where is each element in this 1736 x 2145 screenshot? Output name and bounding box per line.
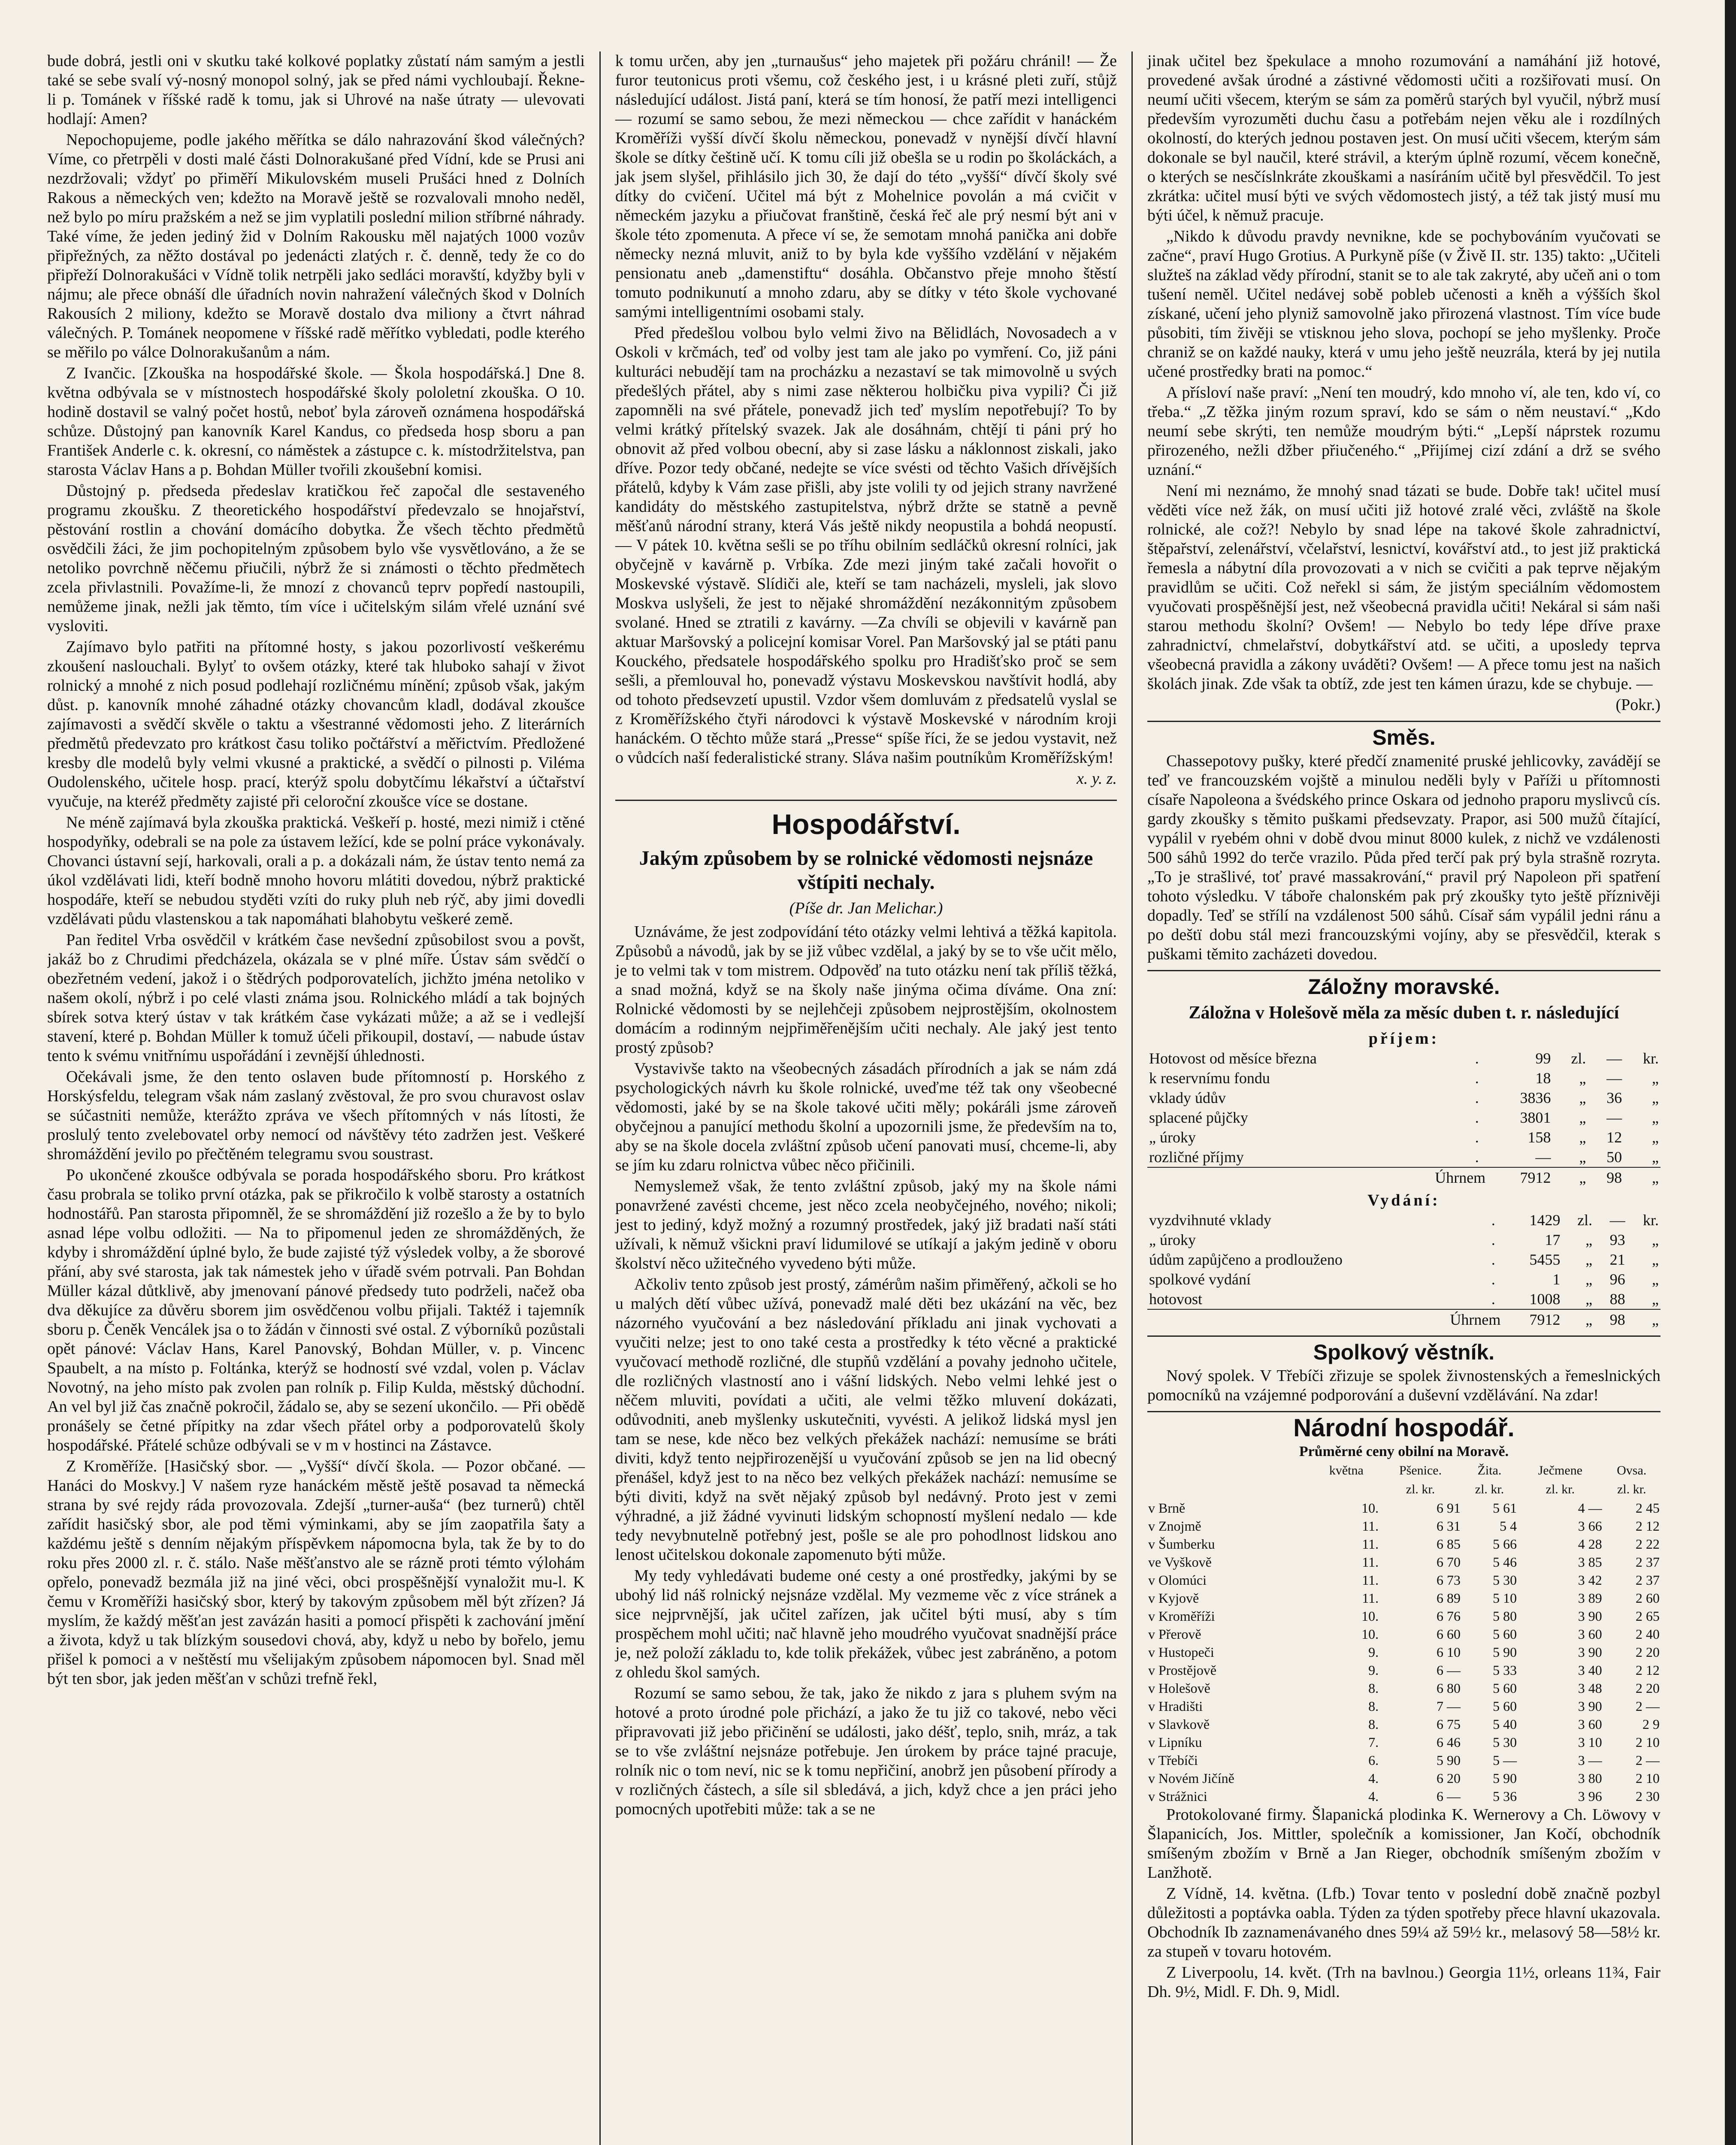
- table-cell: —: [1606, 1069, 1622, 1087]
- table-cell: 6.: [1368, 1752, 1379, 1768]
- signature: x. y. z.: [1077, 770, 1117, 788]
- table-cell: „: [1585, 1271, 1593, 1288]
- table-cell: v Holešově: [1148, 1680, 1210, 1696]
- table-row: [1147, 1553, 1660, 1571]
- table-cell: 4 —: [1578, 1500, 1602, 1516]
- column-header: [1147, 1461, 1313, 1480]
- table-cell: v Novém Jičíně: [1148, 1770, 1234, 1786]
- paragraph: jinak učitel bez špekulace a mnoho rozumování a namáhání již hotové, provedené avšak úrodné a zástivné vědomosti učiti a rozšiřovati musí. On neumí učiti všecem, kterým se sám za poměrů starých byl vyučil, nýbrž musí především vyrozuměti duchu času a potřebám nejen věku ale i rozdílných okolností, do kterých jednou postaven jest. On musí učiti všecem, kterým sám dokonale se byl naučil, které strávil, a kterým úplně rozumí, věcem konečně, o kterých se nesčíslnkráte zkouškami a nasíráním učitě byl přesvědčil. To jest zkrátka: učitel musí býti ve svých vědomostech jistý, a též tak jistý musí mu býti účel, k němuž pracuje.: [1147, 52, 1660, 224]
- grain-price-table: [1147, 1461, 1660, 1805]
- table-cell: 6 91: [1436, 1500, 1461, 1516]
- table-cell: 7912: [1502, 1309, 1562, 1329]
- table-cell: 6 89: [1436, 1590, 1461, 1606]
- section-title: Národní hospodář.: [1293, 1414, 1515, 1442]
- table-cell: 5 —: [1493, 1752, 1517, 1768]
- section-subtitle: Záložna v Holešově měla za měsíc duben t. r. následující: [1189, 1003, 1619, 1023]
- table-cell: 21: [1609, 1251, 1625, 1268]
- table-cell: „ úroky: [1149, 1231, 1196, 1248]
- table-cell: 3 —: [1578, 1752, 1602, 1768]
- table-cell: 12: [1606, 1129, 1622, 1146]
- paragraph: Protokolované firmy. Šlapanická plodinka K. Wernerovy a Ch. Löwovy v Šlapanicích, Jos. Mittler, společník a komissioner, Jan Kočí, obchodník smíšeným zbožím v Brně a Jan Rieger, obchodník smíšeným zbožím v Lanžhotě.: [1147, 1806, 1660, 1882]
- table-cell: 99: [1535, 1050, 1551, 1067]
- table-cell: 5 60: [1493, 1626, 1517, 1642]
- table-cell: 1429: [1529, 1211, 1561, 1229]
- table-cell: údům zapůjčeno a prodlouženo: [1149, 1251, 1343, 1268]
- table-header-row: [1147, 1461, 1660, 1480]
- table-cell: k reservnímu fondu: [1149, 1069, 1270, 1087]
- table-cell: ve Vyškově: [1148, 1554, 1212, 1570]
- table-cell: 10.: [1361, 1608, 1379, 1624]
- table-cell: v Lipníku: [1148, 1734, 1202, 1750]
- table-cell: vyzdvihnuté vklady: [1149, 1211, 1271, 1229]
- table-cell: .: [1475, 1069, 1479, 1087]
- table-cell: Úhrnem: [1147, 1309, 1502, 1329]
- expense-table: [1147, 1210, 1660, 1329]
- table-cell: splacené půjčky: [1149, 1109, 1248, 1126]
- table-cell: .: [1491, 1290, 1495, 1308]
- table-cell: .: [1491, 1251, 1495, 1268]
- paragraph: Z Vídně, 14. května. (Lfb.) Tovar tento v poslední době značně pozbyl důležitosti a poptávka oabla. Týden za týden spotřeby přece hlavní ukazovala. Obchodník Ib zaznamenávaného dnes 59¼ až 59½ kr., melasový 58—58½ kr. za stupeň v tovaru hotovém.: [1147, 1885, 1660, 1961]
- column-2: [601, 51, 1133, 2145]
- table-row: [1147, 1625, 1660, 1643]
- table-cell: 10.: [1361, 1500, 1379, 1516]
- column-header: [1147, 1480, 1313, 1499]
- table-cell: 10.: [1361, 1626, 1379, 1642]
- table-cell: Úhrnem: [1147, 1167, 1487, 1187]
- table-cell: „: [1652, 1109, 1659, 1126]
- table-cell: spolkové vydání: [1149, 1271, 1251, 1288]
- table-cell: 50: [1606, 1148, 1622, 1166]
- paragraph: Očekávali jsme, že den tento oslaven bude přítomností p. Horského z Horskýsfeldu, telegram však nám zaslaný zvěstoval, že pro svou churavost oslav se súčastniti nemůže, kterážto zpráva ve všech přítomných v nás lítosti, že proslulý tento zvelebovatel orby nemocí od návštěvy této zadržen jest. Veškeré shromáždění jevilo po přečtěném telegramu svou soustrast.: [47, 1068, 585, 1163]
- divider: [1147, 721, 1660, 722]
- table-cell: hotovost: [1149, 1290, 1203, 1308]
- paragraph: Důstojný p. předseda předeslav kratičkou řeč započal dle sestaveného programu zkoušku. Z theoretického hospodářství předevzalo se hnojařství, pěstování rostlin a chování domácího dobytka. Že všech těchto předmětů osvědčili žáci, že jim pochopitelným způsobem bylo vše vysvětlováno, a že se netoliko povrchně něčemu přiučili, nýbrž že si známosti o těchto předmětech zcela přivlastnili. Považíme-li, že mnozí z chovanců teprv popředí nastoupili, nemůžeme jinak, nežli jak těmto, tím více i učitelským silám vřelé uznání své vysloviti.: [47, 482, 585, 635]
- table-row: [1147, 1715, 1660, 1733]
- table-cell: „: [1579, 1129, 1586, 1146]
- table-cell: 11.: [1362, 1536, 1379, 1552]
- table-cell: 11.: [1362, 1554, 1379, 1570]
- table-cell: 11.: [1362, 1572, 1379, 1588]
- table-cell: v Kroměříži: [1148, 1608, 1215, 1624]
- table-cell: 3 90: [1578, 1698, 1602, 1714]
- table-cell: 5 90: [1493, 1644, 1517, 1660]
- divider: [1147, 1411, 1660, 1412]
- table-row: [1147, 1769, 1660, 1787]
- table-cell: 2 —: [1636, 1698, 1660, 1714]
- table-cell: 3 85: [1578, 1554, 1602, 1570]
- section-title: Směs.: [1372, 725, 1436, 749]
- table-cell: .: [1475, 1129, 1479, 1146]
- table-cell: 98: [1594, 1309, 1627, 1329]
- table-cell: „: [1652, 1251, 1659, 1268]
- table-cell: v Brně: [1148, 1500, 1186, 1516]
- table-row: [1147, 1607, 1660, 1625]
- paragraph: Ne méně zajímavá byla zkouška praktická. Veškeří p. hosté, mezi nimiž i ctěné hospodyňky, odebrali se na pole za ústavem ležící, kde se polní práce vykonávaly. Chovanci ústavní sejí, harkovali, orali a p. a dokázali nám, že ústav tento nemá za úkol vzdělávati lidi, kteří bodně mnoho hovoru mlátiti dovedou, nýbrž praktické hospodáře, kteří se nebudou styděti vzíti do ruky pluh neb rýč, aby jimi dovedli vzdělávati půdu vlastenskou a tak napomáhati blahobytu veškeré země.: [47, 813, 585, 928]
- paragraph: My tedy vyhledávati budeme oné cesty a oné prostředky, jakými by se ubohý lid náš rolnický nejsnáze vzdělal. My vezmeme věc z více stránek a sice nejprvnější, jak učitel zařízen, jak učitel býti musí, aby s tím prospěchem mohl učiti; nač hlavně jeho moudrého vyučovat snadnější práce je, než položí základu to, kde tolik překážek, vůbec jest zabráněno, a potom z ohledu škol samých.: [615, 1567, 1117, 1681]
- table-cell: v Hradišti: [1148, 1698, 1203, 1714]
- table-cell: 5 90: [1493, 1770, 1517, 1786]
- table-cell: 11.: [1362, 1590, 1379, 1606]
- table-row: [1147, 1289, 1660, 1309]
- table-cell: 6 —: [1436, 1662, 1461, 1678]
- table-cell: 5455: [1529, 1251, 1561, 1268]
- table-cell: 5 33: [1493, 1662, 1517, 1678]
- paragraph: Ačkoliv tento způsob jest prostý, zámérům našim přiměřený, ačkoli se ho u malých dětí vůbec užívá, ponevadž malé děti bez ukázání na věc, bez názorného vyučování a bez následování příkladu ani jinak vychovati a vyučiti nelze; jest to ono také cesta a prostředky k této věcné a praktické vyučovací methodě rozličné, dle stupňů vzdělání a povahy jednoho učitele, dle rozličných vlastností ano i vášní lidských. Nebo velmi lehké jest o něčem mluviti, povídati a učiti, ale velmi těžko mluvení dokázati, odůvodniti, aneb myšlenky uskutečniti, vyvésti. A jelikož lidská mysl jen tam se nese, kde něco bez velkých překážek nachází: nemusíme se bráti diviti, když tento nejpřirozenější u vyučování způsob se jen na lid obecný přenášel, když jest to na něco bez velkých překážek nachází: nemusíme se býti diviti, když na svět nějaký způsob byl nedávný. Proto jest v zemi výhradné, a již žádné vyvinuti lidským schopností myšlení nedalo — kde tedy nevybnutelně potřebný jest, pošle se ale pro pohodlnost lidskou ano lenost učitelskou dokonale zapomenuto býti může.: [615, 1275, 1117, 1564]
- column-header: Pšenice.: [1399, 1463, 1442, 1477]
- table-cell: 3836: [1520, 1089, 1551, 1106]
- table-cell: 3 60: [1578, 1716, 1602, 1732]
- table-row: [1147, 1068, 1660, 1088]
- paragraph: Nový spolek. V Třebíči zřizuje se spolek živnostenských a řemeslnických pomocníků na vzájemné podporování a duševní vzdělávání. Na zdar!: [1147, 1367, 1660, 1404]
- table-cell: 3 60: [1578, 1626, 1602, 1642]
- table-cell: 2 9: [1642, 1716, 1660, 1732]
- table-cell: v Třebíči: [1148, 1752, 1198, 1768]
- signature: (Pokr.): [1615, 696, 1660, 714]
- table-row: [1147, 1643, 1660, 1661]
- page-edge: [1725, 0, 1736, 2145]
- table-cell: 3 90: [1578, 1644, 1602, 1660]
- table-row: [1147, 1499, 1660, 1517]
- table-cell: 2 10: [1636, 1770, 1660, 1786]
- column-header: zl. kr.: [1617, 1482, 1646, 1496]
- table-cell: vklady údův: [1149, 1089, 1226, 1106]
- column-header: [1313, 1480, 1379, 1499]
- paragraph: Chassepotovy pušky, které předčí znamenité pruské jehlicovky, zavádějí se teď ve francouzském vojště a minulou neděli byly v Paříži u přítomnosti císaře Napoleona a švédského prince Oskara od jednoho praporu myslivců cís. gardy zkoušky s těmito puškami předsevzaty. Prapor, asi 500 mužů čítající, vypálil v ryebém ohni v době dvou minut 8000 kulek, z nichž ve vzdálenosti 500 sáhů 1992 do terče vrazilo. Půda před terčí pak prý byla strašně rozryta. „To je strašlivé, toť pravé massakrování,“ pravil prý Napoleon při spatření tohoto výsledku. V táboře chalonském pak prý zkoušky tyto ještě příznivěji dopadly. Teď se střílí na vzdálenost 500 sáhů. Císař sám vypálil jedni ránu a po deštï dobu stál mezi francouzskými vojíny, aby se přesvědčil, kterak s puškami těmito zacházeti dovedou.: [1147, 752, 1660, 963]
- table-cell: 2 37: [1636, 1572, 1660, 1588]
- table-row: [1147, 1535, 1660, 1553]
- table-cell: „: [1652, 1148, 1659, 1166]
- table-row: [1147, 1571, 1660, 1589]
- income-label: příjem:: [1368, 1030, 1440, 1048]
- table-cell: 3 40: [1578, 1662, 1602, 1678]
- table-cell: 8.: [1368, 1680, 1379, 1696]
- table-cell: 5 36: [1493, 1789, 1517, 1804]
- table-row: [1147, 1697, 1660, 1715]
- table-cell: 2 20: [1636, 1644, 1660, 1660]
- table-cell: „: [1652, 1231, 1659, 1248]
- table-cell: 5 30: [1493, 1734, 1517, 1750]
- table-cell: 18: [1535, 1069, 1551, 1087]
- byline: (Píše dr. Jan Melichar.): [789, 899, 943, 917]
- column-header: Ječmene: [1538, 1463, 1583, 1477]
- table-cell: .: [1475, 1148, 1479, 1166]
- table-cell: kr.: [1642, 1211, 1659, 1229]
- table-cell: 9.: [1368, 1662, 1379, 1678]
- table-cell: v Strážnici: [1148, 1789, 1207, 1804]
- table-cell: 96: [1609, 1271, 1625, 1288]
- table-row: [1147, 1787, 1660, 1805]
- table-cell: 8.: [1368, 1716, 1379, 1732]
- table-cell: „: [1652, 1290, 1659, 1308]
- table-cell: 158: [1527, 1129, 1551, 1146]
- table-total-row: [1147, 1167, 1660, 1187]
- article-title: Jakým způsobem by se rolnické vědomosti nejsnáze vštípiti nechaly.: [639, 847, 1093, 894]
- table-cell: 6 60: [1436, 1626, 1461, 1642]
- table-cell: 5 30: [1493, 1572, 1517, 1588]
- table-cell: v Šumberku: [1148, 1536, 1215, 1552]
- table-cell: 2 —: [1636, 1752, 1660, 1768]
- section-subtitle: Průměrné ceny obilní na Moravě.: [1299, 1444, 1509, 1459]
- section-title: Spolkový věstník.: [1313, 1340, 1495, 1364]
- table-cell: 6 75: [1436, 1716, 1461, 1732]
- table-cell: 2 37: [1636, 1554, 1660, 1570]
- column-header: Žita.: [1477, 1463, 1502, 1477]
- table-cell: 4.: [1368, 1789, 1379, 1804]
- table-row: [1147, 1127, 1660, 1147]
- table-cell: v Znojmě: [1148, 1518, 1201, 1534]
- table-cell: 6 —: [1436, 1789, 1461, 1804]
- table-cell: .: [1475, 1109, 1479, 1126]
- table-cell: 1: [1552, 1271, 1561, 1288]
- paragraph: Z Liverpoolu, 14. květ. (Trh na bavlnou.) Georgia 11½, orleans 11¾, Fair Dh. 9½, Midl. F. Dh. 9, Midl.: [1147, 1964, 1660, 2001]
- table-cell: 5 60: [1493, 1698, 1517, 1714]
- paragraph: bude dobrá, jestli oni v skutku také kolkové poplatky zůstatí nám samým a jestli také se sebe svalí vý-nosný monopol solný, jak se před námi vychloubají. Řekne-li p. Tománek v říšské radě k tomu, jak si Uhrové na naše útraty — ulevovati hodlají: Amen?: [47, 52, 585, 128]
- table-row: [1147, 1230, 1660, 1250]
- table-row: [1147, 1048, 1660, 1068]
- table-cell: 7.: [1368, 1734, 1379, 1750]
- table-cell: 3 10: [1578, 1734, 1602, 1750]
- table-cell: 2 12: [1636, 1662, 1660, 1678]
- page-body: [47, 51, 1660, 2145]
- table-cell: 2 60: [1636, 1590, 1660, 1606]
- table-cell: .: [1475, 1089, 1479, 1106]
- table-cell: 17: [1545, 1231, 1561, 1248]
- paragraph: Z Ivančic. [Zkouška na hospodářské škole. — Škola hospodářská.] Dne 8. května odbývala se v místnostech hospodářské školy pololetní zkouška. O 10. hodině dostavil se valný počet hostů, neboť byla zároveň oznámena hospodářská schůze. Důstojný pan kanovník Karel Kandus, co předseda hosp sboru a pan František Anderle c. k. okresní, co náměstek a zástupce c. k. místodržitelstva, pan starosta Václav Hans a p. Bohdan Müller tvořili zkoušební komisi.: [47, 364, 585, 479]
- table-cell: 5 46: [1493, 1554, 1517, 1570]
- section-title: Hospodářství.: [615, 800, 1117, 841]
- table-row: [1147, 1108, 1660, 1127]
- table-cell: 3 90: [1578, 1608, 1602, 1624]
- column-header: zl. kr.: [1545, 1482, 1575, 1496]
- section-title: Záložny moravské.: [1308, 975, 1500, 999]
- table-cell: 6 73: [1436, 1572, 1461, 1588]
- column-3: [1133, 51, 1660, 2145]
- table-cell: 2 10: [1636, 1734, 1660, 1750]
- table-cell: 7912: [1487, 1167, 1552, 1187]
- divider: [1147, 1335, 1660, 1337]
- column-header: zl. kr.: [1406, 1482, 1435, 1496]
- table-header-row: [1147, 1480, 1660, 1499]
- table-row: [1147, 1733, 1660, 1751]
- table-row: [1147, 1679, 1660, 1697]
- income-table: [1147, 1048, 1660, 1187]
- table-cell: 6 46: [1436, 1734, 1461, 1750]
- table-cell: „: [1579, 1109, 1586, 1126]
- table-cell: —: [1535, 1148, 1551, 1166]
- table-row: [1147, 1147, 1660, 1167]
- table-cell: „: [1652, 1069, 1659, 1087]
- table-cell: „: [1652, 1271, 1659, 1288]
- divider: [1147, 970, 1660, 971]
- paragraph: Nemyslemež však, že tento zvláštní způsob, jaký my na škole námi ponavržené zavésti chceme, jest něco zcela neobyčejného, nového; nikoli; jest to jediný, když možný a rozumný prostředek, jaký již bradati naší státi užívali, k němuž všickni praví lidumilové se utíkají a jakým jedině v oboru školství něco užitečného vyvedeno býti může.: [615, 1177, 1117, 1272]
- column-header: května: [1329, 1463, 1364, 1477]
- table-cell: 5 40: [1493, 1716, 1517, 1732]
- table-cell: —: [1606, 1050, 1622, 1067]
- table-cell: —: [1609, 1211, 1625, 1229]
- table-cell: „: [1585, 1251, 1593, 1268]
- paragraph: Před předešlou volbou bylo velmi živo na Bělidlách, Novosadech a v Oskoli v krčmách, teď od volby jest tam ale jako po vymření. Co, již páni kulturáci nebudějí tam na procházku a nezastaví se tak mimovolně u svých předešlých přátel, aby s nimi zase některou holbičku piva vypili? Či již zapomněli na své přátele, ponevadž jich teď myslím nepotřebují? To by velmi krátký přítelský svazek. Jak ale dosáhnám, chtějí ti páni prý ho obnovit až před volbou obecní, aby si zase lásku a náklonnost ziskali, jako dříve. Pozor tedy občané, nedejte se více svésti od těchto Vašich dřívějších přátelů, kdyby k Vám zase přišli, aby jste volili ty od jejich strany navržené kandidáty do městského zastupitelstva, nýbrž držte se statně a pevně měšťanů národní strany, která Vás ještě nikdy neopustila a bohdá neopustí. — V pátek 10. května sešli se po tříhu obilním sedláčků okresní rolníci, jak obyčejně v kavárně p. Vrbíka. Zde mezi jiným také začali hovořit o Moskevské výstavě. Slídiči ale, kteří se tam nacházeli, mysleli, jak slovo Moskva uslyšeli, že jest to nějaké shromáždění nezákonnitým způsobem svolané. Hned se ztratili z kavárny. —Za chvíli se objevili v kavárně pan aktuar Maršovský a policejní komisar Vorel. Pan Maršovský jal se ptáti panu Kouckého, předsatele hospodářského spolku pro Hradišťsko proč se sem sešli, a přemlouval ho, ponevadž výstavu Moskevskou navštívit hodlá, aby od tohoto předsevzetí upustil. Vzdor všem domluvám z předsatelů vyslal se z Kroměřížského čtyři národovci k výstavě Moskevské v národním kroji hanáckém. O těchto může stará „Presse“ spíše říci, že se jedou vystavit, než o vůdcích naší federalistické strany. Sláva našim poutníkům Kroměřížským!: [615, 324, 1117, 767]
- table-cell: 88: [1609, 1290, 1625, 1308]
- table-cell: 3 89: [1578, 1590, 1602, 1606]
- paragraph: Zajímavo bylo patřiti na přítomné hosty, s jakou pozorlivostí veškerému zkoušení naslouchali. Bylyť to ovšem otázky, které tak hluboko sahají v život rolnický a mnohé z nich posud podlehají rozličnému mínění; způsob však, jakým důst. p. kanovník mnohé záhadné otázky chovancům kladl, dodával zkoušce zajímavosti a svědčí skvěle o taktu a všestranné vědomosti jeho. Z literárních předmětů předevzato pro krátkost času toliko počtářství a měřictvím. Předložené kresby dle modelů byly velmi vkusné a praktické, a svědčí o pilnosti p. Viléma Oudolenského, učitele hosp. prací, kterýž spolu dobytčímu lékařství a účtařství vyučuje, na kteréž předměty zajisté při celoroční zkoušce více se dostane.: [47, 638, 585, 810]
- table-cell: 5 61: [1493, 1500, 1517, 1516]
- table-cell: 8.: [1368, 1698, 1379, 1714]
- table-cell: 6 85: [1436, 1536, 1461, 1552]
- table-cell: 5 90: [1436, 1752, 1461, 1768]
- table-cell: 1008: [1529, 1290, 1561, 1308]
- paragraph: k tomu určen, aby jen „turnaušus“ jeho majetek při požáru chránil! — Že furor teutonicus proti všemu, což českého jest, i u krásné pleti zuří, stůjž následující událost. Jistá paní, která se tím honosí, že patří mezi intelligenci — rozumí se samo sebou, že mezi německou — chce zařídit v hanáckém Kroměříži vyšší dívčí školu německou, ponevadž v nynější dívčí hlavní škole se dítky češtině učí. K tomu cíli již obešla se u rodin po školáckách, a jak jsem slyšel, přihlásilo jich 30, že dají do této „vyšší“ dívčí školy své dítky do cvičení. Učitel má být z Mohelnice povolán a má cvičit v německém jazyku a přiučovat franštině, česká řeč ale prý nesmí být ani v škole této zpomenuta. A přece ví se, že semotam mnohá panička ani dobře německy nezná mluvit, aniž to by byla kde vyššího vzdělání v nějakém pensionatu aneb „damenstiftu“ dosáhla. Občanstvo přeje mnoho štěstí tomuto podnikunutí a mnoho zdaru, aby se dítky v této škole vychované samými intelligentními osobami staly.: [615, 52, 1117, 321]
- paragraph: Uznáváme, že jest zodpovídání této otázky velmi lehtivá a těžká kapitola. Způsobů a návodů, jak by se již vůbec vzdělal, a jaký by se to vše učit mělo, je to velmi tak v tom mistrem. Odpověď na tuto otázku není tak příliš těžká, a snad možná, když se na školy naše jinýma očima díváme. Ona zní: Rolnické vědomosti by se nejlehčeji způsobem nejprostějším, okolnostem domácím a rodinným nejpřiměřenějším učiti nechaly. Ale jaký jest tento prostý způsob?: [615, 923, 1117, 1057]
- paragraph: Nepochopujeme, podle jakého měřítka se dálo nahrazování škod válečných? Víme, co přetrpěli v dosti malé části Dolnorakušané před Vídní, kde se Prusi ani nezdržovali; vždyť po přiměří Mikulovském museli Prušáci hned z Dolních Rakous a německých ven; kdežto na Moravě ještě se rozvalovali mnoho neděl, než bylo po míru pražském a než se jim vyplatili poslední milion stříbrné náhrady. Také víme, že jeden jediný žid v Dolním Rakousku měl najatých 1000 vozův připřežných, za něžto dostával po jedenácti zlatých r. č. denně, tedy že co do připřeží Dolnorakušáci v Vídně tolik netrpěli jako sedláci moravští, kdyžby byli v nájmu; ale přece obnáší dle úřadních novin nahražení válečných škod v Dolních Rakousích 2 miliony, kdežto se Moravě dostalo dva miliony a čtvrt náhrad válečných. P. Tománek neopomene v říšské radě měřítko vybledati, podle kterého se měřilo po válce Dolnorakušanům a nám.: [47, 131, 585, 361]
- table-row: [1147, 1589, 1660, 1607]
- table-cell: 5 66: [1493, 1536, 1517, 1552]
- table-row: [1147, 1517, 1660, 1535]
- table-cell: „: [1624, 1167, 1660, 1187]
- table-cell: 3 42: [1578, 1572, 1602, 1588]
- table-cell: „: [1652, 1129, 1659, 1146]
- table-cell: 3 96: [1578, 1789, 1602, 1804]
- table-cell: „: [1585, 1231, 1593, 1248]
- table-row: [1147, 1210, 1660, 1230]
- table-row: [1147, 1661, 1660, 1679]
- table-cell: 11.: [1362, 1518, 1379, 1534]
- table-cell: rozličné příjmy: [1149, 1148, 1244, 1166]
- table-cell: 6 76: [1436, 1608, 1461, 1624]
- table-cell: Hotovost od měsíce března: [1149, 1050, 1317, 1067]
- table-cell: .: [1491, 1211, 1495, 1229]
- table-cell: „: [1579, 1148, 1586, 1166]
- table-cell: 3801: [1520, 1109, 1551, 1126]
- table-cell: 2 12: [1636, 1518, 1660, 1534]
- table-cell: 5 10: [1493, 1590, 1517, 1606]
- table-cell: 2 40: [1636, 1626, 1660, 1642]
- table-cell: v Přerově: [1148, 1626, 1201, 1642]
- table-cell: 4.: [1368, 1770, 1379, 1786]
- expense-label: Vydání:: [1367, 1191, 1440, 1209]
- table-cell: 4 28: [1578, 1536, 1602, 1552]
- table-row: [1147, 1751, 1660, 1769]
- table-cell: v Olomúci: [1148, 1572, 1207, 1588]
- table-cell: 2 30: [1636, 1789, 1660, 1804]
- table-cell: 6 10: [1436, 1644, 1461, 1660]
- table-cell: 2 65: [1636, 1608, 1660, 1624]
- table-cell: 7 —: [1436, 1698, 1461, 1714]
- table-row: [1147, 1250, 1660, 1269]
- table-cell: „: [1562, 1309, 1594, 1329]
- table-cell: „: [1579, 1089, 1586, 1106]
- table-cell: 93: [1609, 1231, 1625, 1248]
- paragraph: Vystavivše takto na všeobecných zásadách přírodních a jak se nám zdá psychologických návrh ku škole rolnické, uveďme též tak ony všeobecné vědomosti, jaké by se na škole takové učiti měly; pokáráli jsme zároveň obyčejnou a panující methodu školní a upozornili jsme, že především na to, aby se na škole docela zvláštní způsob učení panovati musí, chceme-li, aby se jím ku zdaru rolnictva vůbec něco přičinili.: [615, 1060, 1117, 1174]
- paragraph: Pan ředitel Vrba osvědčil v krátkém čase nevšední způsobilost svou a povšt, jakáž bo z Chrudimi předcházela, okázala se v plné míře. Ústav sám svědčí o obezřetném vedení, jakož i o štědrých podporovatelích, jichžto jména netoliko v našem okolí, nýbrž i po celé vlasti známa jsou. Rolnického mládí a tak bojných sbírek sotva který ústav v tak krátkém čase vykázati může; a až se i vedlejší stavení, které p. Bohdan Müller k tomuž účeli přikoupil, dostaví, — nabude ústav tento k svému vnitřnímu uspořádání i zevnější úhlednosti.: [47, 931, 585, 1065]
- table-cell: 98: [1588, 1167, 1624, 1187]
- table-cell: „: [1652, 1089, 1659, 1106]
- table-cell: 3 80: [1578, 1770, 1602, 1786]
- table-cell: v Slavkově: [1148, 1716, 1210, 1732]
- table-cell: „: [1627, 1309, 1660, 1329]
- table-cell: 36: [1606, 1089, 1622, 1106]
- table-cell: v Prostějově: [1148, 1662, 1217, 1678]
- table-cell: 5 80: [1493, 1608, 1517, 1624]
- table-cell: v Hustopeči: [1148, 1644, 1214, 1660]
- table-cell: 2 22: [1636, 1536, 1660, 1552]
- table-cell: „: [1585, 1290, 1593, 1308]
- table-cell: zl.: [1577, 1211, 1593, 1229]
- table-row: [1147, 1088, 1660, 1108]
- table-cell: 5 4: [1500, 1518, 1517, 1534]
- paragraph: A přísloví naše praví: „Není ten moudrý, kdo mnoho ví, ale ten, kdo ví, co třeba.“ „Z těžka jiným rozum spraví, kdo se sám o něm neustaví.“ „Kdo neumí sebe skrýti, ten nemůže moudrým býti.“ „Lepší náprstek rozumu přirozeného, nežli džber přiučeného.“ „Přijímej cizí zdání a drž se svého uznání.“: [1147, 384, 1660, 479]
- table-cell: .: [1475, 1050, 1479, 1067]
- table-cell: 3 48: [1578, 1680, 1602, 1696]
- paragraph: „Nikdo k důvodu pravdy nevnikne, kde se pochybováním vyučovati se začne“, praví Hugo Grotius. A Purkyně píše (v Živě II. str. 135) takto: „Učiteli služteš na základ vědy přírodní, stanit se to ale tak zakryté, aby učeň ani o tom tušení neměl. Učitel nedávej sobě pobleb učenosti a kněh a výšších škol získané, učení jeho plyniž samovolně jako přirozená vlastnost. Tím více bude působiti, tím živěji se vtisknou jeho slova, pochopí se jeho myšlenky. Proče chraniž se on každé nauky, která v umu jeho ještě neuzrála, která by jej nutila učené prostředky brati na pomoc.“: [1147, 227, 1660, 381]
- table-cell: 2 45: [1636, 1500, 1660, 1516]
- column-header: Ovsa.: [1617, 1463, 1647, 1477]
- table-cell: —: [1606, 1109, 1622, 1126]
- table-cell: .: [1491, 1271, 1495, 1288]
- paragraph: Rozumí se samo sebou, že tak, jako že nikdo z jara s pluhem svým na hotové a proto úrodné pole přichází, a jako že tu již co takové, nebo věci připravovati již jebo přičinění se události, jako déšť, teplo, snih, mráz, a tak se to vše zvláštní nejsnáze potřebuje. Jen úrokem by práce tajné pracuje, rolník nic o tom neví, nic se k tomu nepřičiní, anobrž jen působení přírody a v rozličných částech, a síle sil sbledává, a jich, když chce a jen práci jeho pomocných upotřebiti může: tak a se ne: [615, 1684, 1117, 1818]
- table-cell: v Kyjově: [1148, 1590, 1199, 1606]
- table-cell: 9.: [1368, 1644, 1379, 1660]
- table-cell: „: [1553, 1167, 1588, 1187]
- paragraph: Z Kroměříže. [Hasičský sbor. — „Vyšší“ dívčí škola. — Pozor občané. — Hanáci do Moskvy.] V našem ryze hanáckém městě ještě posavad ta německá strana by své rejdy ráda provozovala. Zdejší „turner-auša“ (bez turnerů) chtěl zařídit hasičský sbor, ale pod těmi výminkami, aby se jím zaopatřila šaty a každému ještě s denním nějakým příspěvkem nápomocna byla, tak že by to do roku přes 2000 zl. r. č. stálo. Naše měšťanstvo ale se rázně proti témto výlohám opřelo, ponevadž bezmála již na jiné věci, obci prospěšnější vynaložit mu-l. K čemu v Kroměříži hasičský sbor, který by takovým způsobem měl být zřízen? Já myslím, že každý měšťan jest zavázán hasiti a pomocí přispěti k zachování jmění a života, když u tak blízkým sousedovi chová, aby, když u nebo by bořelo, jemu přišel k pomoci a v neštěstí mu všelijakým způsobem nápomocen byl. Snad měl být ten sbor, jak jeden měšťan v schůzi trefně řekl,: [47, 1457, 585, 1688]
- table-cell: „ úroky: [1149, 1129, 1196, 1146]
- column-header: zl. kr.: [1475, 1482, 1504, 1496]
- table-cell: 6 80: [1436, 1680, 1461, 1696]
- table-cell: 6 20: [1436, 1770, 1461, 1786]
- table-cell: „: [1579, 1069, 1586, 1087]
- table-cell: 3 66: [1578, 1518, 1602, 1534]
- table-cell: 5 60: [1493, 1680, 1517, 1696]
- table-row: [1147, 1269, 1660, 1289]
- table-total-row: [1147, 1309, 1660, 1329]
- paragraph: Není mi neznámo, že mnohý snad tázati se bude. Dobře tak! učitel musí věděti více než žák, on musí učiti již hotové zralé věci, zvláště na škole rolnické, ale což?! Nebylo by snad lépe na takové škole zahradnictví, štěpařství, zelenářství, včelařství, lesnictví, kovářství atd., to jest již praktická řemesla a nábytní díla provozovati a v nich se cvičiti a pak teprve nějakým pravidlům se učiti. Což neřekl si sám, že jistým speciálním vědomostem vyučovati prospěšnější jest, než všeobecná pravidla učiti! Nekáral si sám naši starou methodu školní? Ovšem! — Nebylo bo tedy lépe dříve praxe zahradnictví, chmelařství, dobytkářství atd. se učiti, a uposledy teprva všeobecná pravidla a zákony uváděti? Ovšem! — A přece tomu jest na našich školách jinak. Zde však ta obtíž, zde jest ten kámen úrazu, kde se chybuje. —: [1147, 482, 1660, 693]
- table-cell: 6 31: [1436, 1518, 1461, 1534]
- table-cell: kr.: [1642, 1050, 1659, 1067]
- column-1: [47, 51, 601, 2145]
- table-cell: .: [1491, 1231, 1495, 1248]
- paragraph: Po ukončené zkoušce odbývala se porada hospodářského sboru. Pro krátkost času probrala se toliko první otázka, pak se přikročilo k volbě starosty a ostatních hodnostářů. Pan starosta připomněl, že se shromáždění již rozešlo a že by to bylo asnad lépe volbu odložiti. — Na to připomenul jeden ze shromážděných, že kdyby i shromáždění úplné bylo, že bude zajisté týž výsledek volby, a že sborové přání, aby své starosta, jak tak námestek jeho v úřadě svém potrvali. Pan Bohdan Müller kázal důtklivě, aby jmenovaní pánové předsedy tuto podrželi, načež oba dva děkujíce za důvěru sborem jim osvědčenou volbu přijali. Taktéž i tajemník sboru p. Čeněk Vencálek jsa o to žádán v činnosti své ostal. Z výborníků pozůstali opět pánové: Václav Hans, Karel Panovský, Bohdan Müller, v. p. Vincenc Spaubelt, a na místo p. Foltánka, kterýž se hodností své vzdal, volen p. Václav Novotný, na jeho místo pak zvolen pan rolník p. Filip Kulda, městský důchodní. An vel byl již čas značně pokročil, žádalo se, aby se sezení ukončilo. — Při obědě pronášely se četné přípitky na zdar všech přátel orby a podporovatelů školy hospodářské. Přátelé schůze odbývali se v m v hostinci na Zástavce.: [47, 1166, 585, 1454]
- table-cell: 6 70: [1436, 1554, 1461, 1570]
- table-cell: 2 20: [1636, 1680, 1660, 1696]
- table-cell: zl.: [1571, 1050, 1586, 1067]
